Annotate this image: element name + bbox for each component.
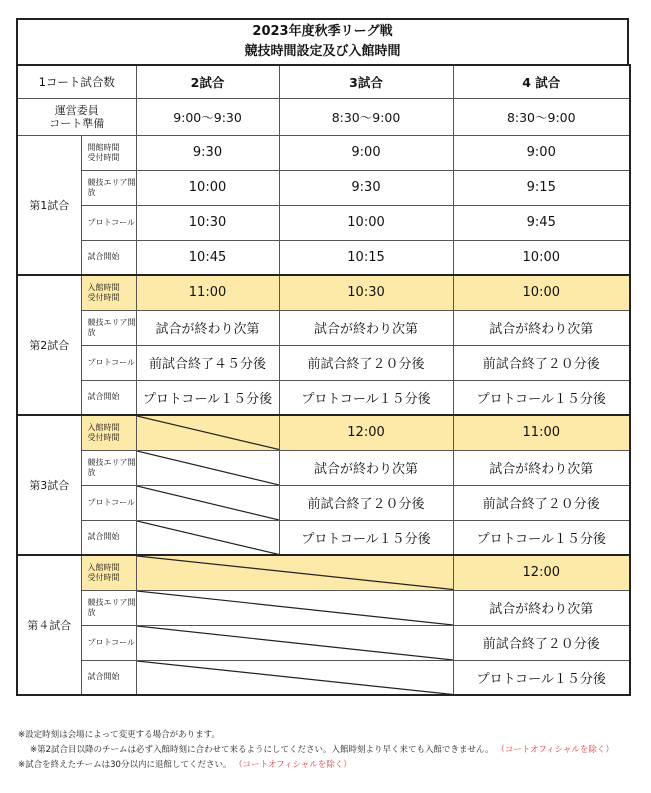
cell: 9:00: [453, 135, 630, 170]
cell: 試合が終わり次第: [453, 590, 630, 625]
cell: 前試合終了２０分後: [453, 345, 630, 380]
cell: 10:45: [136, 240, 279, 275]
match1-row: [17, 240, 630, 275]
row-label: 競技エリア開放: [81, 310, 136, 345]
note-2: [18, 743, 614, 758]
cell: 10:30: [136, 205, 279, 240]
row-label: 競技エリア開放: [81, 450, 136, 485]
match3-row: [17, 415, 630, 450]
cell: 9:30: [136, 135, 279, 170]
cell: プロトコール１５分後: [453, 520, 630, 555]
match4-label: 第４試合: [17, 555, 81, 695]
match2-row: [17, 275, 630, 310]
match2-label: 第2試合: [17, 275, 81, 415]
committee-value: 8:30～9:00: [279, 98, 453, 135]
match2-row: [17, 310, 630, 345]
title-line1: 2023年度秋季リーグ戦: [252, 24, 393, 39]
cell: 9:45: [453, 205, 630, 240]
cell: プロトコール１５分後: [453, 660, 630, 695]
match4-row: [17, 660, 630, 695]
row-label: 入館時間 受付時間: [81, 555, 136, 590]
na-cell: [136, 555, 453, 590]
cell: 試合が終わり次第: [453, 450, 630, 485]
cell: 12:00: [453, 555, 630, 590]
match2-row: [17, 380, 630, 415]
committee-label-2: コート準備: [49, 116, 105, 130]
cell: 9:00: [279, 135, 453, 170]
match1-row: [17, 170, 630, 205]
cell: 前試合終了２０分後: [453, 625, 630, 660]
cell: 試合が終わり次第: [136, 310, 279, 345]
row-label: 入館時間 受付時間: [81, 415, 136, 450]
cell: 10:00: [453, 275, 630, 310]
na-cell: [136, 450, 279, 485]
match1-row: [17, 205, 630, 240]
row-label: 試合開始: [81, 520, 136, 555]
cell: 9:15: [453, 170, 630, 205]
cell: 試合が終わり次第: [279, 310, 453, 345]
row-label: 開館時間 受付時間: [81, 135, 136, 170]
cell: 12:00: [279, 415, 453, 450]
match1-label: 第1試合: [17, 135, 81, 275]
cell: 試合が終わり次第: [453, 310, 630, 345]
cell: 11:00: [453, 415, 630, 450]
match3-label: 第3試合: [17, 415, 81, 555]
note-1: ※設定時刻は会場によって変更する場合があります。: [18, 730, 220, 740]
cell: 試合が終わり次第: [279, 450, 453, 485]
cell: 前試合終了２０分後: [453, 485, 630, 520]
committee-row: [17, 98, 630, 135]
header-col-2: 2試合: [136, 65, 279, 98]
cell: プロトコール１５分後: [279, 380, 453, 415]
match3-row: [17, 485, 630, 520]
committee-value: 8:30～9:00: [453, 98, 630, 135]
match2-row: [17, 345, 630, 380]
committee-label: [17, 98, 136, 135]
na-cell: [136, 520, 279, 555]
title-line2: 競技時間設定及び入館時間: [244, 44, 401, 59]
schedule-table: [16, 64, 631, 696]
match3-row: [17, 520, 630, 555]
footnotes: [18, 728, 614, 773]
schedule-frame: [16, 18, 629, 696]
row-label: プロトコール: [81, 485, 136, 520]
row-label: 競技エリア開放: [81, 590, 136, 625]
cell: 前試合終了２０分後: [279, 485, 453, 520]
cell: 10:15: [279, 240, 453, 275]
header-label: 1コート試合数: [17, 65, 136, 98]
match4-row: [17, 555, 630, 590]
row-label: プロトコール: [81, 345, 136, 380]
match4-row: [17, 590, 630, 625]
cell: プロトコール１５分後: [136, 380, 279, 415]
na-cell: [136, 485, 279, 520]
row-label: 競技エリア開放: [81, 170, 136, 205]
cell: 前試合終了４５分後: [136, 345, 279, 380]
na-cell: [136, 415, 279, 450]
committee-value: 9:00～9:30: [136, 98, 279, 135]
row-label: プロトコール: [81, 205, 136, 240]
cell: 10:30: [279, 275, 453, 310]
cell: 10:00: [279, 205, 453, 240]
committee-label-1: 運営委員: [54, 103, 99, 117]
cell: 10:00: [453, 240, 630, 275]
cell: プロトコール１５分後: [279, 520, 453, 555]
cell: 9:30: [279, 170, 453, 205]
match4-row: [17, 625, 630, 660]
cell: 前試合終了２０分後: [279, 345, 453, 380]
cell: プロトコール１５分後: [453, 380, 630, 415]
header-col-4: 4 試合: [453, 65, 630, 98]
cell: 10:00: [136, 170, 279, 205]
row-label: 試合開始: [81, 660, 136, 695]
na-cell: [136, 590, 453, 625]
row-label: 試合開始: [81, 380, 136, 415]
match1-row: [17, 135, 630, 170]
note-3-text: ※試合を終えたチームは30分以内に退館してください。: [18, 760, 232, 770]
header-col-3: 3試合: [279, 65, 453, 98]
row-label: 試合開始: [81, 240, 136, 275]
note-3-red: （コートオフィシャルを除く）: [234, 760, 352, 770]
note-2-red: （コートオフィシャルを除く）: [496, 745, 614, 755]
cell: 11:00: [136, 275, 279, 310]
na-cell: [136, 625, 453, 660]
row-label: 入館時間 受付時間: [81, 275, 136, 310]
title-block: [16, 18, 629, 64]
match3-row: [17, 450, 630, 485]
row-label: プロトコール: [81, 625, 136, 660]
header-row: [17, 65, 630, 98]
note-3: [18, 758, 614, 773]
na-cell: [136, 660, 453, 695]
note-2-text: ※第2試合目以降のチームは必ず入館時刻に合わせて来るようにしてください。入館時刻より早く来ても入館できません。: [30, 745, 494, 755]
